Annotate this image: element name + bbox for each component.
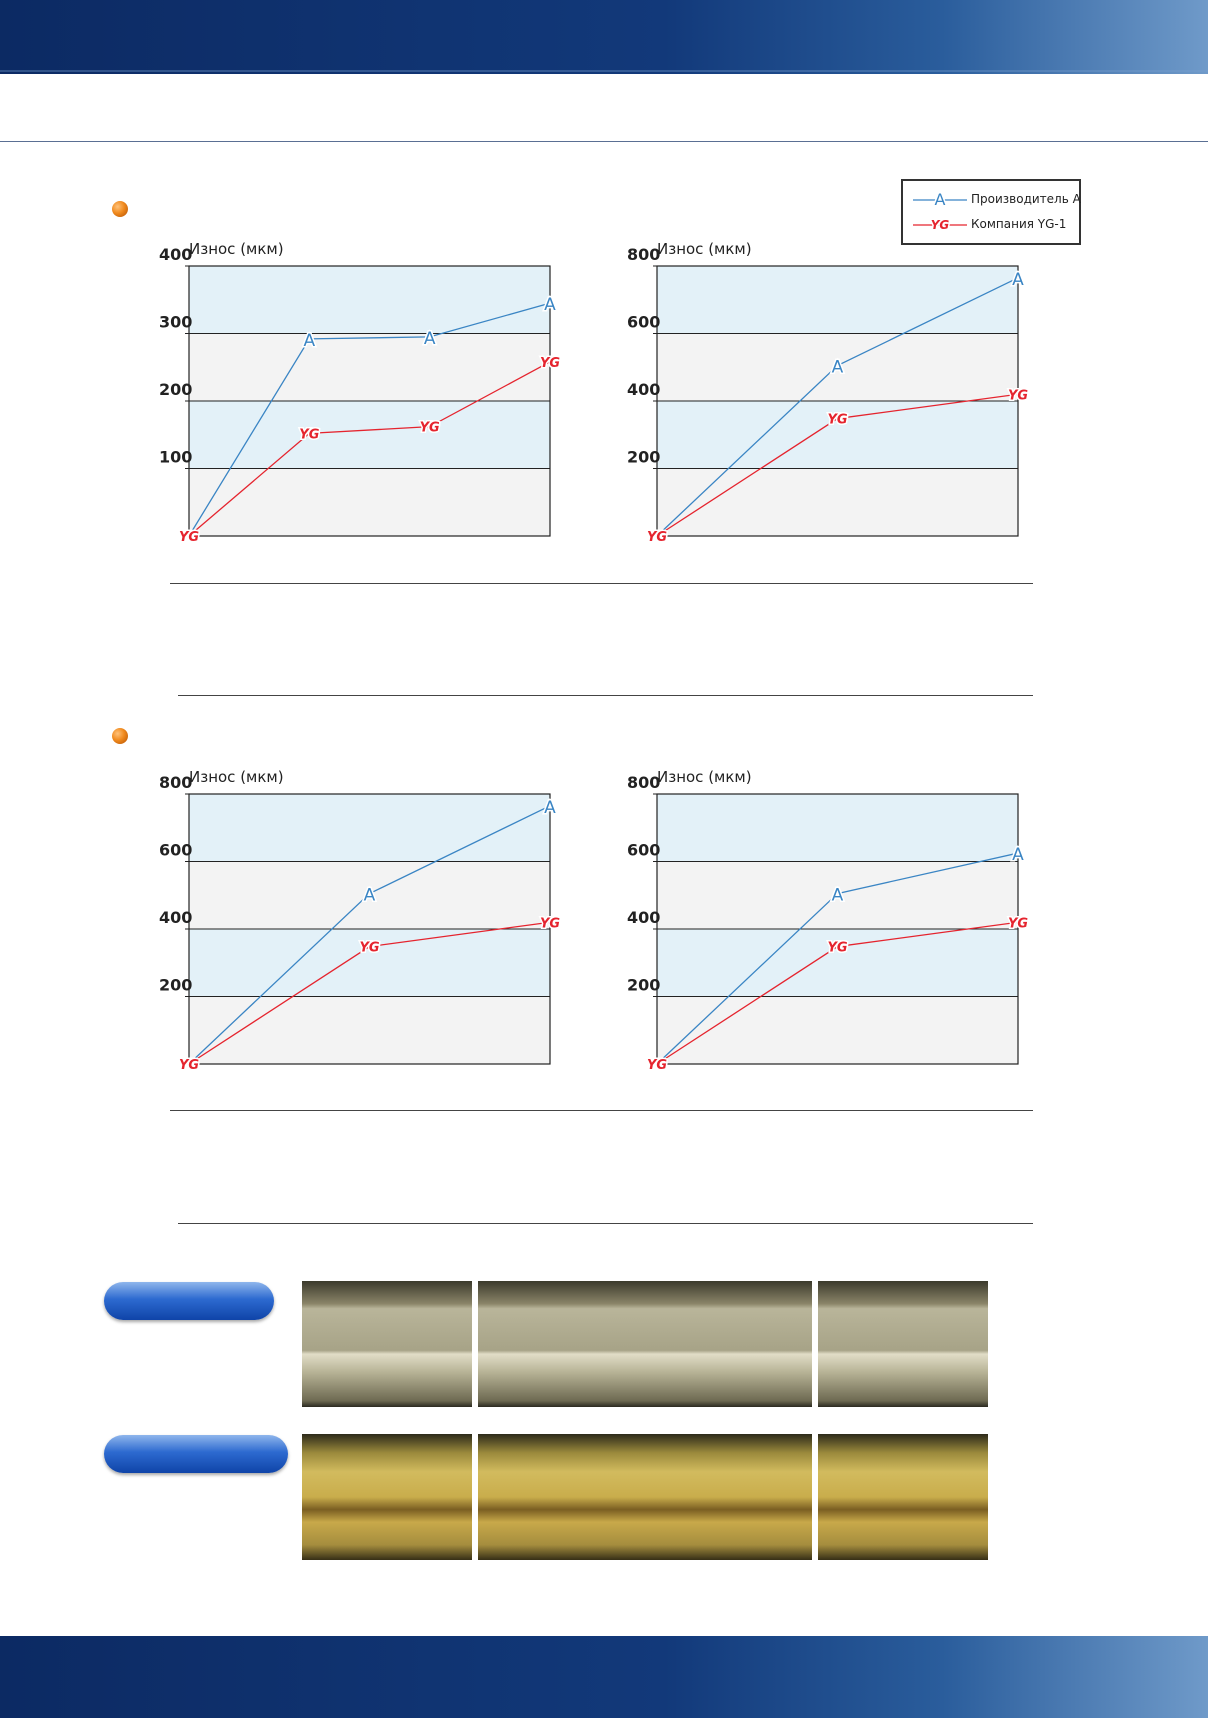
y-axis-label: Износ (мкм) xyxy=(189,240,284,258)
section-2-bullet-icon xyxy=(112,728,128,744)
y-tick-label-1: 400 xyxy=(159,908,193,927)
footer-banner xyxy=(0,1636,1208,1718)
plot-band xyxy=(189,401,550,469)
y-tick-label-3: 400 xyxy=(159,245,193,264)
y-tick-label-0: 200 xyxy=(627,975,661,995)
plot-band xyxy=(657,266,1018,334)
wear-chart-2 xyxy=(598,232,1043,552)
y-tick-label-1: 200 xyxy=(159,380,193,399)
data-point-yg-0: YG xyxy=(646,1058,668,1073)
data-point-yg-3: YG xyxy=(539,355,561,371)
data-point-yg-2: YG xyxy=(539,916,561,932)
y-tick-label-1: 400 xyxy=(627,380,661,399)
y-tick-label-1: 400 xyxy=(627,908,661,927)
tool-photo-a-right xyxy=(818,1281,988,1407)
data-point-a-1: A xyxy=(303,330,316,351)
tool-photo-yg-right xyxy=(818,1434,988,1560)
header-banner xyxy=(0,0,1208,74)
tool-photo-yg-center xyxy=(478,1434,812,1560)
tool-photo-yg-left xyxy=(302,1434,472,1560)
data-point-yg-2: YG xyxy=(419,420,440,436)
header-divider xyxy=(0,141,1208,142)
wear-chart-4-svg xyxy=(598,760,1043,1080)
data-point-a-1: A xyxy=(363,885,376,906)
plot-band xyxy=(189,929,550,997)
y-axis-label: Износ (мкм) xyxy=(657,240,752,258)
data-point-yg-1: YG xyxy=(827,940,848,956)
plot-band xyxy=(189,266,550,334)
y-tick-label-0: 100 xyxy=(159,447,193,467)
tool-photo-a-center xyxy=(478,1281,812,1407)
data-point-a-1: A xyxy=(831,357,844,378)
legend-yg-marker: YG xyxy=(930,218,950,232)
plot-band xyxy=(657,469,1018,537)
section-1-bullet-icon xyxy=(112,201,128,217)
data-point-yg-1: YG xyxy=(299,427,320,443)
wear-chart-4 xyxy=(598,760,1043,1080)
y-tick-label-2: 600 xyxy=(627,312,661,332)
plot-band xyxy=(189,794,550,862)
y-tick-label-2: 600 xyxy=(627,840,661,860)
plot-band xyxy=(189,997,550,1065)
data-point-yg-1: YG xyxy=(359,940,380,956)
data-point-yg-0: YG xyxy=(178,530,200,545)
legend-yg-label: Компания YG-1 xyxy=(971,217,1067,231)
y-tick-label-0: 200 xyxy=(627,447,661,467)
data-point-a-1: A xyxy=(831,885,844,906)
wear-chart-3-svg xyxy=(130,760,575,1080)
plot-band xyxy=(657,997,1018,1065)
data-point-yg-0: YG xyxy=(646,530,668,545)
section-1-rule-bottom xyxy=(178,695,1033,696)
data-point-a-2: A xyxy=(1012,269,1024,290)
plot-band xyxy=(657,929,1018,997)
yg1-tab-button[interactable] xyxy=(104,1435,288,1473)
section-1-rule-top xyxy=(170,583,1033,584)
wear-chart-3 xyxy=(130,760,575,1080)
data-point-yg-0: YG xyxy=(178,1058,200,1073)
tool-photo-a-left xyxy=(302,1281,472,1407)
data-point-a-2: A xyxy=(544,797,556,818)
wear-chart-1-svg xyxy=(130,232,575,552)
data-point-a-2: A xyxy=(1012,845,1024,866)
manufacturer-a-tab-button[interactable] xyxy=(104,1282,274,1320)
legend-a-marker: A xyxy=(934,190,946,209)
section-2-rule-bottom xyxy=(178,1223,1033,1224)
wear-chart-2-svg xyxy=(598,232,1043,552)
wear-chart-1 xyxy=(130,232,575,552)
y-tick-label-2: 300 xyxy=(159,312,193,332)
y-axis-label: Износ (мкм) xyxy=(189,768,284,786)
data-point-a-2: A xyxy=(423,328,436,349)
y-tick-label-3: 800 xyxy=(159,773,193,792)
y-tick-label-3: 800 xyxy=(627,245,661,264)
data-point-a-3: A xyxy=(544,295,556,316)
y-tick-label-3: 800 xyxy=(627,773,661,792)
legend-item-a xyxy=(911,190,1081,210)
section-2-rule-top xyxy=(170,1110,1033,1111)
data-point-yg-2: YG xyxy=(1007,916,1029,932)
data-point-yg-2: YG xyxy=(1007,388,1029,404)
y-tick-label-0: 200 xyxy=(159,975,193,995)
legend-a-label: Производитель A xyxy=(971,192,1081,206)
plot-band xyxy=(657,401,1018,469)
y-axis-label: Износ (мкм) xyxy=(657,768,752,786)
data-point-yg-1: YG xyxy=(827,412,848,428)
plot-band xyxy=(189,469,550,537)
plot-band xyxy=(657,794,1018,862)
y-tick-label-2: 600 xyxy=(159,840,193,860)
legend-a-line-icon xyxy=(911,190,969,210)
